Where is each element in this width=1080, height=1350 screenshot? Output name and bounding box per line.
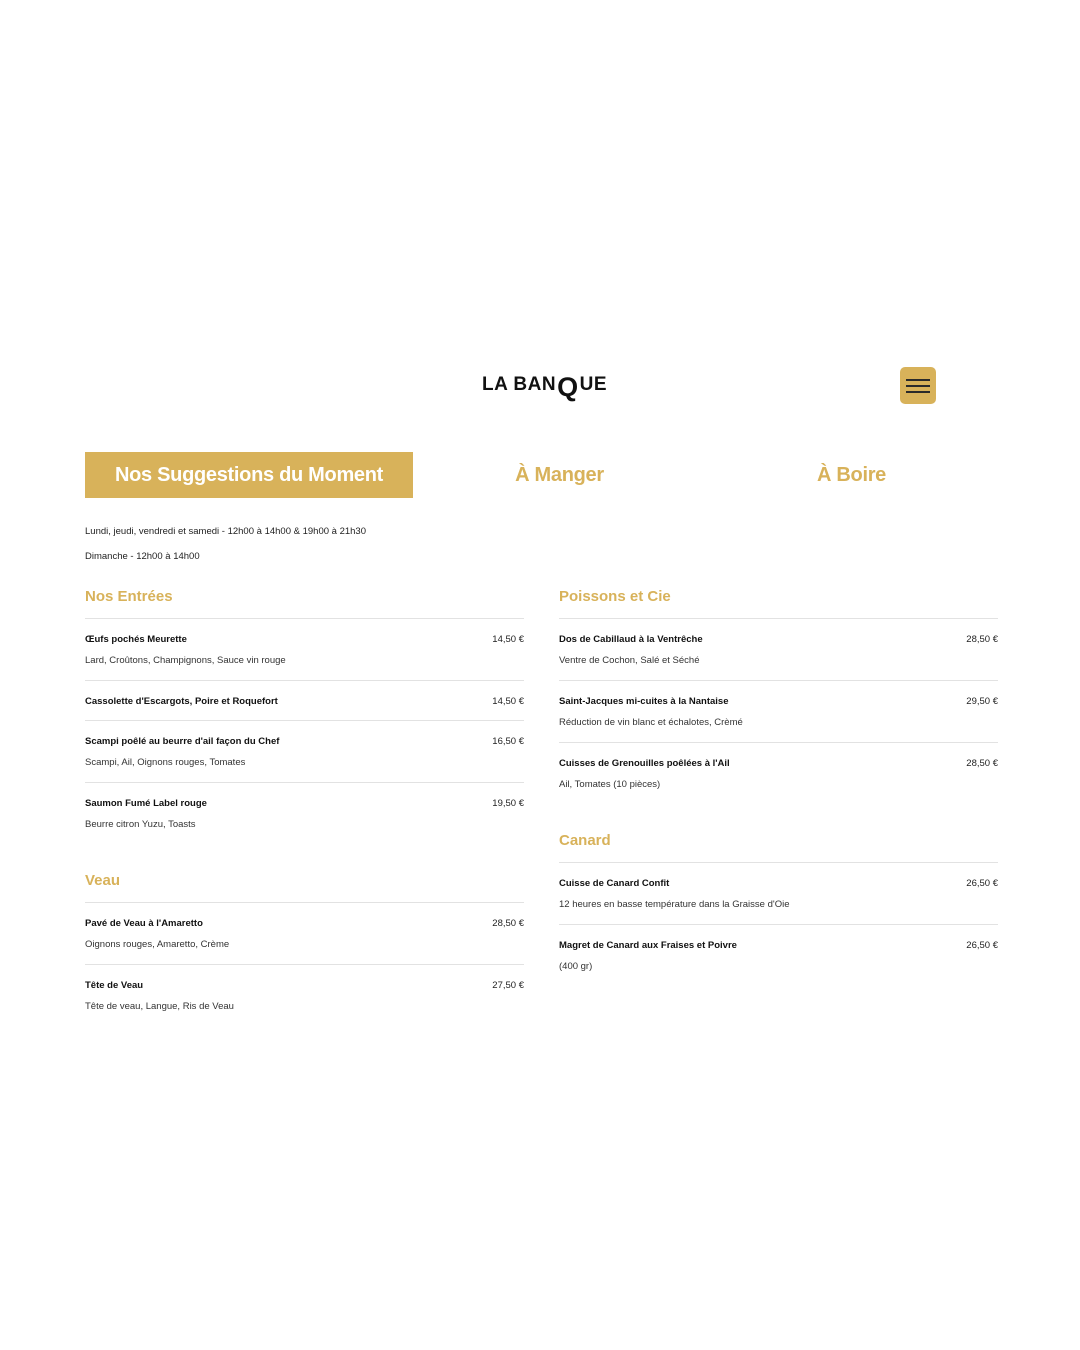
item-description: Tête de veau, Langue, Ris de Veau xyxy=(85,1001,234,1012)
hamburger-menu-button[interactable] xyxy=(900,367,936,404)
item-description: Ventre de Cochon, Salé et Séché xyxy=(559,655,700,666)
item-price: 26,50 € xyxy=(966,940,998,951)
hamburger-icon-line xyxy=(906,379,930,381)
section-title-entrees: Nos Entrées xyxy=(85,588,524,619)
item-description: Beurre citron Yuzu, Toasts xyxy=(85,819,196,830)
logo-q-letter: Q xyxy=(557,371,579,402)
section-title-canard: Canard xyxy=(559,832,998,863)
item-name: Cuisse de Canard Confit xyxy=(559,878,670,889)
menu-item xyxy=(559,681,998,743)
item-price: 14,50 € xyxy=(492,634,524,645)
item-price: 29,50 € xyxy=(966,696,998,707)
item-price: 28,50 € xyxy=(966,758,998,769)
item-description: Ail, Tomates (10 pièces) xyxy=(559,779,661,790)
menu-item xyxy=(559,925,998,986)
item-description: Oignons rouges, Amaretto, Crème xyxy=(85,939,230,950)
menu-item xyxy=(85,681,524,721)
menu-column-left xyxy=(85,588,524,1012)
item-name: Saumon Fumé Label rouge xyxy=(85,798,207,809)
item-name: Dos de Cabillaud à la Ventrêche xyxy=(559,634,703,645)
item-description: (400 gr) xyxy=(559,961,593,972)
hamburger-icon-line xyxy=(906,385,930,387)
item-name: Magret de Canard aux Fraises et Poivre xyxy=(559,940,737,951)
item-name: Cuisses de Grenouilles poêlées à l'Ail xyxy=(559,758,730,769)
section-title-poissons: Poissons et Cie xyxy=(559,588,998,619)
item-price: 28,50 € xyxy=(492,918,524,929)
item-description: Lard, Croûtons, Champignons, Sauce vin rouge xyxy=(85,655,286,666)
menu-item xyxy=(85,965,524,1026)
item-price: 27,50 € xyxy=(492,980,524,991)
menu-item xyxy=(85,721,524,783)
item-price: 14,50 € xyxy=(492,696,524,707)
item-description: Scampi, Ail, Oignons rouges, Tomates xyxy=(85,757,246,768)
item-price: 28,50 € xyxy=(966,634,998,645)
item-name: Scampi poêlé au beurre d'ail façon du Chef xyxy=(85,736,280,747)
menu-item xyxy=(559,743,998,804)
item-name: Pavé de Veau à l'Amaretto xyxy=(85,918,203,929)
section-title-veau: Veau xyxy=(85,872,524,903)
item-description: Réduction de vin blanc et échalotes, Crèmé xyxy=(559,717,743,728)
tab-a-manger[interactable]: À Manger xyxy=(515,463,604,486)
item-description: 12 heures en basse température dans la Graisse d'Oie xyxy=(559,899,790,910)
item-price: 26,50 € xyxy=(966,878,998,889)
logo[interactable] xyxy=(482,370,607,400)
menu-item xyxy=(85,783,524,844)
menu-column-right xyxy=(559,588,998,986)
opening-hours-weekdays: Lundi, jeudi, vendredi et samedi - 12h00 à 14h00 & 19h00 à 21h30 xyxy=(85,526,366,537)
item-name: Tête de Veau xyxy=(85,980,144,991)
tab-suggestions[interactable]: Nos Suggestions du Moment xyxy=(85,452,413,498)
logo-text-prefix: LA BAN xyxy=(482,374,557,395)
item-name: Œufs pochés Meurette xyxy=(85,634,187,645)
logo-text-suffix: UE xyxy=(579,374,607,395)
menu-item xyxy=(85,619,524,681)
item-price: 16,50 € xyxy=(492,736,524,747)
item-name: Cassolette d'Escargots, Poire et Roquefort xyxy=(85,696,278,707)
item-name: Saint-Jacques mi-cuites à la Nantaise xyxy=(559,696,729,707)
item-price: 19,50 € xyxy=(492,798,524,809)
menu-item xyxy=(559,863,998,925)
opening-hours-sunday: Dimanche - 12h00 à 14h00 xyxy=(85,551,200,562)
menu-item xyxy=(559,619,998,681)
hamburger-icon-line xyxy=(906,391,930,393)
menu-item xyxy=(85,903,524,965)
tab-a-boire[interactable]: À Boire xyxy=(816,463,887,486)
